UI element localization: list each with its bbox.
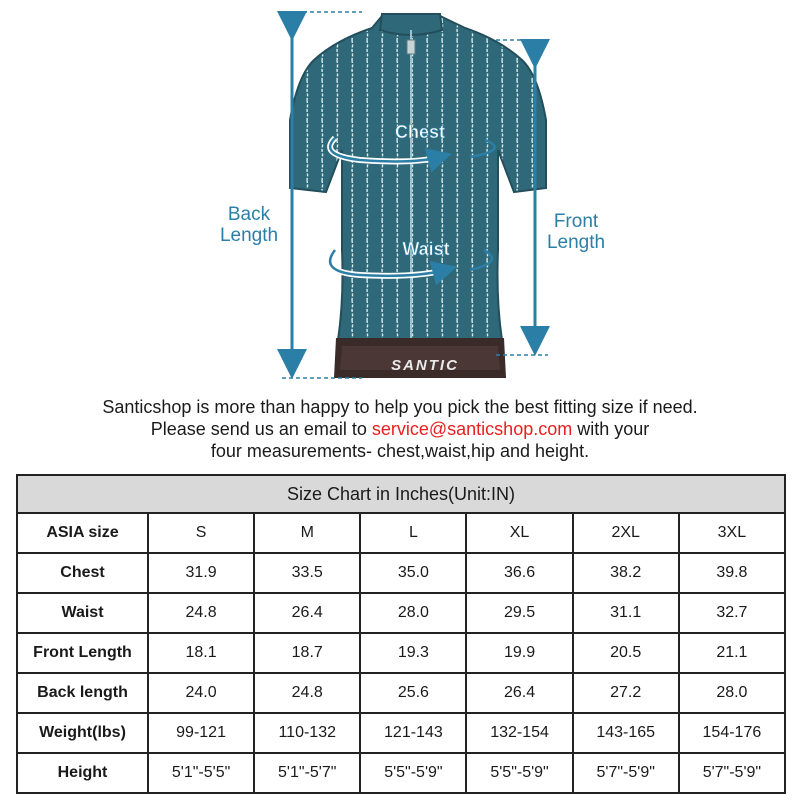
table-cell: 24.8 [254, 673, 360, 713]
table-row [17, 553, 785, 593]
table-row [17, 753, 785, 793]
row-label: Chest [17, 553, 148, 593]
row-label: Front Length [17, 633, 148, 673]
table-cell: 28.0 [360, 593, 466, 633]
size-chart-title-row [17, 475, 785, 513]
table-cell: 5'1"-5'5" [148, 753, 254, 793]
table-row [17, 633, 785, 673]
table-cell: 132-154 [466, 713, 572, 753]
table-cell: 28.0 [679, 673, 785, 713]
size-chart-title: Size Chart in Inches(Unit:IN) [17, 475, 785, 513]
table-cell: 24.8 [148, 593, 254, 633]
table-cell: 18.7 [254, 633, 360, 673]
table-cell: 110-132 [254, 713, 360, 753]
size-header-cell: S [148, 513, 254, 553]
size-header-row [17, 513, 785, 553]
back-length-label: Back Length [219, 204, 279, 246]
jersey-figure [0, 0, 800, 390]
row-label: Waist [17, 593, 148, 633]
table-cell: 31.9 [148, 553, 254, 593]
table-cell: 32.7 [679, 593, 785, 633]
table-cell: 27.2 [573, 673, 679, 713]
table-cell: 35.0 [360, 553, 466, 593]
table-row [17, 673, 785, 713]
size-header-cell: 3XL [679, 513, 785, 553]
row-label: Weight(lbs) [17, 713, 148, 753]
table-cell: 26.4 [466, 673, 572, 713]
jersey-body [290, 16, 546, 340]
table-cell: 39.8 [679, 553, 785, 593]
size-chart [16, 474, 786, 794]
table-cell: 121-143 [360, 713, 466, 753]
message-line-1: Santicshop is more than happy to help you pick the best fitting size if need. [102, 397, 698, 417]
table-cell: 29.5 [466, 593, 572, 633]
table-cell: 20.5 [573, 633, 679, 673]
waist-label: Waist [402, 239, 450, 259]
table-row [17, 713, 785, 753]
table-cell: 154-176 [679, 713, 785, 753]
size-header-cell: 2XL [573, 513, 679, 553]
message-line-2 [0, 418, 800, 440]
table-cell: 5'1"-5'7" [254, 753, 360, 793]
table-cell: 18.1 [148, 633, 254, 673]
table-cell: 33.5 [254, 553, 360, 593]
table-cell: 36.6 [466, 553, 572, 593]
table-cell: 38.2 [573, 553, 679, 593]
brand-logo: SANTIC [391, 357, 459, 374]
table-cell: 99-121 [148, 713, 254, 753]
jersey-illustration [0, 0, 800, 390]
front-length-label: Front Length [546, 211, 606, 253]
message-line-2-start: Please send us an email to [150, 419, 372, 439]
table-cell: 5'7"-5'9" [573, 753, 679, 793]
size-header-cell: L [360, 513, 466, 553]
table-cell: 19.3 [360, 633, 466, 673]
table-cell: 5'7"-5'9" [679, 753, 785, 793]
table-cell: 24.0 [148, 673, 254, 713]
message-line-3: four measurements- chest,waist,hip and height. [210, 441, 590, 461]
size-header-label: ASIA size [17, 513, 148, 553]
table-cell: 143-165 [573, 713, 679, 753]
message-line-2-end: with your [572, 419, 650, 439]
row-label: Height [17, 753, 148, 793]
table-row [17, 593, 785, 633]
table-cell: 26.4 [254, 593, 360, 633]
table-cell: 31.1 [573, 593, 679, 633]
table-cell: 5'5"-5'9" [360, 753, 466, 793]
table-cell: 25.6 [360, 673, 466, 713]
table-cell: 5'5"-5'9" [466, 753, 572, 793]
help-message [0, 396, 800, 462]
table-cell: 19.9 [466, 633, 572, 673]
size-header-cell: XL [466, 513, 572, 553]
chest-label: Chest [394, 122, 445, 142]
table-cell: 21.1 [679, 633, 785, 673]
size-header-cell: M [254, 513, 360, 553]
support-email: service@santicshop.com [371, 419, 573, 439]
row-label: Back length [17, 673, 148, 713]
